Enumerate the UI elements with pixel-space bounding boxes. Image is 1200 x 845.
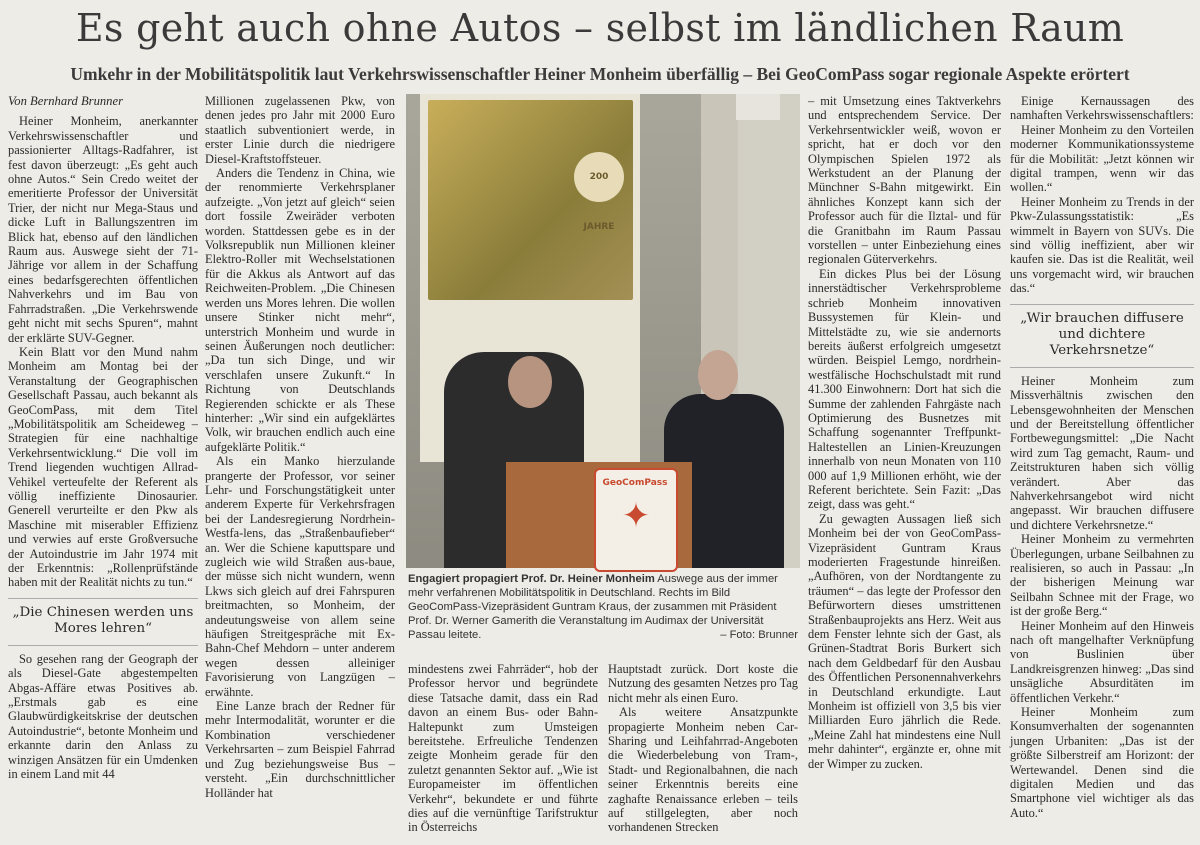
paragraph: – mit Umsetzung eines Taktverkehrs und entsprechendem Service. Der Verkehrsentwickler weiß, wovon er spricht, hat er doch vor den Olympischen Spielen 1972 als Werkstudent an der Planung der Münchner S-Bahn mitgewirkt. Ein ähnliches Konzept kann sich der Professor auch für die Ilztal- und für die Granitbahn im Raum Passau vorstellen – unter Einbeziehung eines regionalen Güterverkehrs. [808, 94, 1001, 267]
paragraph: Kein Blatt vor den Mund nahm Monheim am Montag bei der Veranstaltung der Geographischen Gesellschaft Passau, auch bekannt als GeoComPass, mit dem Titel „Mobilitätspolitik am Scheideweg – Strategien für eine nachhaltige Verkehrsentwicklung.“ Die voll im Trend liegenden wuchtigen Allrad-Vehikel verteufelte der Referent als völlig ineffiziente Dinosaurier. Generell verurteilte er den Pkw als Maschine mit miserabler Effizienz und verwies auf erste Großversuche der Autoindustrie im Jahr 1974 mit der Erkenntnis: „Rollenprüfstände haben mit der Realität nichts zu tun.“ [8, 344, 198, 590]
headline: Es geht auch ohne Autos – selbst im ländlichen Raum [75, 6, 1125, 50]
column-6 [1010, 94, 1194, 840]
paragraph: Millionen zugelassenen Pkw, von denen jedes pro Jahr mit 2000 Euro staatlich subventioniert werde, in erster Linie durch die niedrigere Diesel-Kraftstoffsteuer. [205, 94, 395, 166]
paragraph: Heiner Monheim zum Konsumverhalten der sogenannten jungen Urbaniten: „Das ist der größte Silberstreif am Horizont: der Wertewandel. Denen sind die digitalen Medien und das Smartphone viel wichtiger als das Auto.“ [1010, 705, 1194, 820]
slide-badge: 200 JAHRE [574, 152, 624, 202]
column-4-bottom [608, 662, 798, 842]
paragraph: Als ein Manko hierzulande prangerte der Professor, vor seiner Lehr- und Forschungstätigkeit unter anderem Experte für Verkehrsfragen bei der Landesregierung Nordrhein-Westfa-lens, das „Straßenbaufieber“ an. Wer die Schiene kaputtspare und zugleich wie wild Straßen aus-baue, der müsse sich nicht wundern, wenn Lkws sich gleich auf drei Fahrspuren breitmachten, so Monheim, der andeutungsweise von allem seine häufigen Streitgespräche mit Ex-Bahn-Chef Mehdorn – unter anderem wegen dessen alleiniger Favorisierung von Langzügen – erwähnte. [205, 454, 395, 699]
paragraph: Heiner Monheim zum Missverhältnis zwischen den Lebensgewohnheiten der Menschen und der Bereitstellung öffentlicher Fortbewegungsmittel: „Die Nacht wird zum Tag gemacht, Raum- und Zeitstrukturen haben sich völlig verändert. Aber das Nahverkehrsangebot wird nicht angepasst. Wir brauchen diffusere und dichtere Verkehrsnetze.“ [1010, 373, 1194, 532]
lectern-brand: GeoComPass [602, 478, 668, 488]
caption-lead: Engagiert propagiert Prof. Dr. Heiner Monheim [408, 573, 655, 585]
paragraph: Heiner Monheim zu Trends in der Pkw-Zulassungsstatistik: „Es wimmelt in Bayern von SUVs. Die sind völlig ineffizient, aber wir kaufen sie. Das ist die Realität, weil uns vorgemacht wird, wir brauchen das.“ [1010, 194, 1194, 296]
photo-caption [408, 572, 798, 642]
column-5 [808, 94, 1001, 840]
paragraph: Heiner Monheim, anerkannter Verkehrswissenschaftler und passionierter Alltags-Radfahrer, ist fest davon überzeugt: „Es geht auch ohne Autos.“ Sein Credo weitet der emeritierte Professor der Universität Trier, der nicht nur Mega-Staus und dicke Luft in Ballungszentren im Blick hat, ebenso auf den ländlichen Raum aus. Auswege sieht der 71-Jährige vor allem in der Schaffung eines bedarfsgerechten öffentlichen Nahverkehrs und im Bau von Fahrradstraßen. „Die Verkehrswende geht nicht mit sechs Spuren“, mahnt der erklärte SUV-Gegner. [8, 114, 198, 345]
lectern [506, 462, 692, 568]
subheadline: Umkehr in der Mobilitätspolitik laut Verkehrswissenschaftler Heiner Monheim überfällig – Bei GeoComPass sogar regionale Aspekte erörtert [70, 64, 1130, 84]
speaker-head [508, 356, 552, 408]
ceiling-lamp [736, 94, 780, 120]
paragraph: Heiner Monheim zu den Vorteilen moderner Kommunikationssysteme für die Mobilität: „Jetzt können wir digital trampen, wenn wir das wollen.“ [1010, 122, 1194, 195]
column-3-bottom [408, 662, 598, 842]
photo-credit: – Foto: Brunner [720, 629, 798, 641]
paragraph: So gesehen rang der Geograph der als Diesel-Gate abgestempelten Abgas-Affäre etwas Positives ab. „Erstmals gab es eine Glaubwürdigkeitskrise der deutschen Autoindustrie“, betonte Monheim und erkannte darin den Anlass zu winzigen Ansätzen für ein Umdenken in einem Land mit 44 [8, 651, 198, 782]
paragraph: Eine Lanze brach der Redner für mehr Intermodalität, worunter er die Kombination verschiedener Verkehrsarten – zum Beispiel Fahrrad und Zug beziehungsweise Bus – versteht. „Ein durchschnittlicher Holländer hat [205, 699, 395, 800]
byline: Von Bernhard Brunner [8, 94, 123, 108]
paragraph: Ein dickes Plus bei der Lösung innerstädtischer Verkehrsprobleme schrieb Monheim innovativen Bussystemen für Klein- und Mittelstädte zu, wie sie andernorts bereits äußerst erfolgreich umgesetzt würden. Beispiel Lemgo, nordrhein-westfälische Hochschulstadt mit rund 41.300 Einwohnern: Dort hat sich die Summe der zahlenden Fahrgäste nach Optimierung des Busnetzes mit Schaffung sogenannter Treffpunkt-Haltestellen an Linien-Kreuzungen innerhalb von neun Monaten von 110 000 auf 1,9 Millionen erhöht, wie der Referent berichtete. Sein Fazit: „Das zeigt, dass was geht.“ [808, 266, 1001, 512]
column-2 [205, 94, 395, 800]
section-subtitle: „Die Chinesen werden uns Mores lehren“ [8, 598, 198, 646]
paragraph: mindestens zwei Fahrräder“, hob der Professor hervor und begründete diese Tatsache damit, dass ein Rad davon an einem Bus- oder Bahn-Haltepunkt zum Umsteigen bereitstehe. Erfreuliche Tendenzen zeigte Monheim gerade für den zuletzt genannten Sektor auf. „Wie ist Europameister im öffentlichen Verkehr“, bekundete er und führte dies auf die vernünftige Tarifstruktur in Österreichs [408, 662, 598, 835]
caption-text: Auswege aus der immer mehr verfahrenen Mobilitätspolitik in Deutschland. Rechts im Bild GeoComPass-Vizepräsident Guntram Kraus, der zusammen mit Präsident Prof. Dr. Werner Gamerith die Veranstaltung im Audimax der Universität Passau leitete. [408, 573, 778, 641]
section-subtitle: „Wir brauchen diffusere und dichtere Verkehrsnetze“ [1010, 304, 1194, 368]
article-photo [406, 94, 800, 568]
paragraph: Heiner Monheim zu vermehrten Überlegungen, urbane Seilbahnen zu realisieren, so auch in Passau: „In der bisherigen Meinung war Seilbahn Schnee mit der Frage, wo ist der große Berg.“ [1010, 532, 1194, 619]
compass-star-icon: ✦ [621, 496, 651, 536]
paragraph: Hauptstadt zurück. Dort koste die Nutzung des gesamten Netzes pro Tag nicht mehr als einen Euro. [608, 662, 798, 705]
paragraph: Zu gewagten Aussagen ließ sich Monheim bei der von GeoComPass-Vizepräsident Guntram Kraus moderierten Fragestunde hinreißen. „Aufhören, von der Nordtangente zu träumen“ – das legte der Professor den Befürwortern dieses umstrittenen Straßenbauprojekts ans Herz. Weit aus dem Fenster lehnte sich der Gast, als Grünen-Stadtrat Boris Burkert sich nach dem Geldbedarf für den Ausbau des Öffentlichen Personennahverkehrs in Deutschland erkundigte. Laut Monheim ist offiziell von 3,5 bis vier Milliarden Euro jährlich die Rede. „Meine Zahl hat mindestens eine Null mehr dahinter“, ergänzte er, ohne mit der Wimper zu zucken. [808, 511, 1001, 771]
column-1 [8, 94, 198, 840]
moderator-head [698, 350, 738, 400]
paragraph: Heiner Monheim auf den Hinweis nach oft mangelhafter Verknüpfung von Buslinien über Landkreisgrenzen hinweg: „Das sind unsägliche Absurditäten im öffentlichen Verkehr.“ [1010, 618, 1194, 705]
paragraph: Als weitere Ansatzpunkte propagierte Monheim neben Car-Sharing und Leihfahrrad-Angeboten die Wiederbelebung von Tram-, Stadt- und Regionalbahnen, die nach seiner Erkenntnis bereits eine zaghafte Renaissance erleben – teils auf stillgelegten, aber noch vorhandenen Strecken [608, 705, 798, 835]
paragraph: Einige Kernaussagen des namhaften Verkehrswissenschaftlers: [1010, 94, 1194, 123]
paragraph: Anders die Tendenz in China, wie der renommierte Verkehrsplaner aufzeigte. „Von jetzt auf gleich“ seien dort fossile Zweiräder verboten worden. Stattdessen gebe es in der Volksrepublik nun Millionen kleiner Elektro-Roller mit Wechselstationen für die Akkus als Antwort auf das Reichweiten-Problem. „Die Chinesen werden uns Mores lehren. Die wollen unsere Stinker nicht mehr“, unterstrich Monheim und wurde in seinen Äußerungen noch deutlicher: „Da tun sich Dinge, und wir verschlafen unsere Zukunft.“ In Richtung von Deutschlands Regierenden schickte er als These hinterher: „Wir sind ein aufgeklärtes Volk, wir brauchen endlich auch eine aufgeklärte Politik.“ [205, 166, 395, 454]
